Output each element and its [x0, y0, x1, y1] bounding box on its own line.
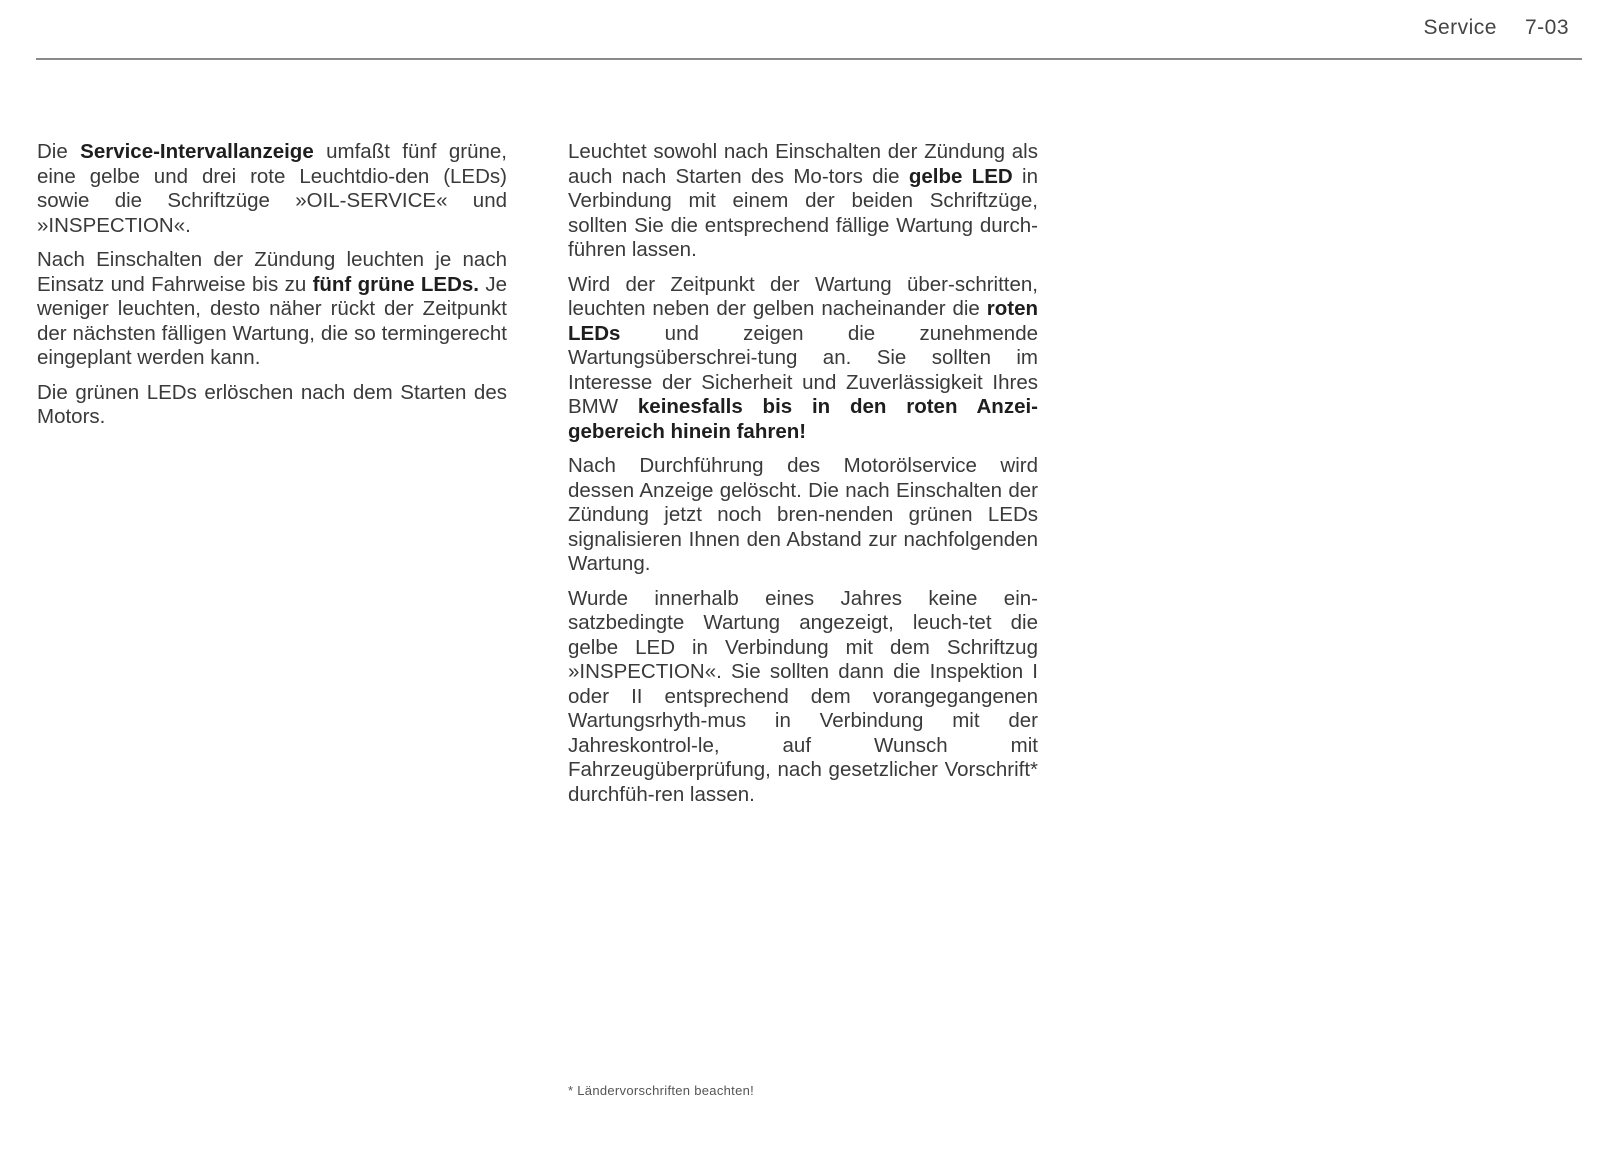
text: in Verbindung mit einem der beiden Schriftzüge, sollten Sie die entsprechend fällige Wartung durch-führen lassen. — [568, 164, 1038, 261]
text: Wird der Zeitpunkt der Wartung über-schritten, leuchten neben der gelben nacheinander die — [568, 272, 1038, 320]
paragraph — [37, 140, 507, 238]
bold-term: fünf grüne LEDs. — [312, 272, 479, 296]
footnote: * Ländervorschriften beachten! — [568, 1083, 755, 1098]
bold-term: Service-Intervallanzeige — [80, 140, 314, 163]
bold-term: gelbe LED — [908, 164, 1013, 188]
text: Die — [37, 140, 81, 163]
text: Je weniger leuchten, desto näher rückt der Zeitpunkt der nächsten fälligen Wartung, die so termingerecht eingeplant werden kann. — [37, 272, 507, 369]
left-column — [37, 140, 507, 440]
text: Leuchtet sowohl nach Einschalten der Zündung als auch nach Starten des Mo-tors die — [568, 140, 1038, 188]
bold-term: roten LEDs — [568, 297, 1038, 345]
paragraph: Nach Durchführung des Motorölservice wird dessen Anzeige gelöscht. Die nach Einschalten der Zündung jetzt noch bren-nenden grünen LEDs signalisieren Ihnen den Abstand zur nachfolgenden Wartung. — [568, 454, 1038, 575]
paragraph — [568, 273, 1038, 445]
middle-column — [568, 140, 1038, 817]
page-number: 7-03 — [1524, 16, 1569, 39]
paragraph — [568, 140, 1038, 263]
text: Nach Einschalten der Zündung leuchten je nach Einsatz und Fahrweise bis zu — [37, 248, 507, 296]
text: und zeigen die zunehmende Wartungsüberschrei-tung an. Sie sollten im Interesse der Sicherheit und Zuverlässigkeit Ihres BMW — [568, 321, 1038, 418]
bold-warning: keinesfalls bis in den roten Anzei-gebereich hinein fahren! — [568, 395, 1039, 443]
paragraph: Die grünen LEDs erlöschen nach dem Starten des Motors. — [37, 380, 507, 428]
page-header — [1423, 16, 1569, 40]
paragraph — [37, 248, 507, 371]
paragraph: Wurde innerhalb eines Jahres keine ein-satzbedingte Wartung angezeigt, leuch-tet die gelbe LED in Verbindung mit dem Schriftzug »INSPECTION«. Sie sollten dann die Inspektion I oder II entsprechend dem vorangegangenen Wartungsrhyth-mus in Verbindung mit der Jahreskontrol-le, auf Wunsch mit Fahrzeugüberprüfung, nach gesetzlicher Vorschrift* durchfüh-ren lassen. — [568, 586, 1038, 806]
section-title: Service — [1423, 16, 1497, 39]
text: umfaßt fünf grüne, eine gelbe und drei rote Leuchtdio-den (LEDs) sowie die Schriftzüge »OIL-SERVICE« und »INSPECTION«. — [37, 140, 507, 237]
header-rule — [36, 58, 1582, 60]
